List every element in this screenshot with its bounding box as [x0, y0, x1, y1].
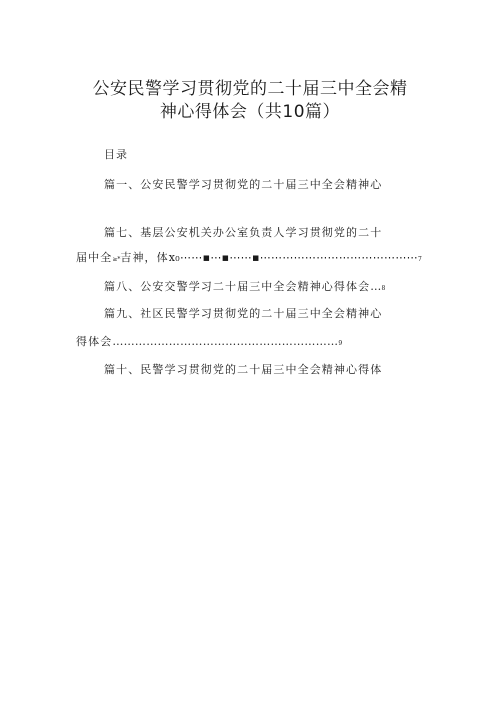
document-title-line-1: 公安民警学习贯彻党的二十届三中全会精 — [92, 79, 408, 99]
toc-heading: 目录 — [104, 148, 128, 161]
toc-entry-9[interactable] — [104, 307, 382, 321]
toc-entry-7-leader: x₀⋯⋯▪⋯▪⋯⋯▪⋯⋯⋯⋯⋯⋯⋯⋯⋯⋯⋯⋯⋯⋯ — [168, 251, 418, 264]
toc-entry-10-text: 篇十、民警学习贯彻党的二十届三中全会精神心得体 — [104, 363, 383, 376]
toc-entry-8[interactable] — [104, 280, 385, 296]
toc-entry-9-text-cont: 得体会 — [76, 335, 113, 348]
toc-entry-9-continued[interactable] — [76, 335, 342, 351]
toc-entry-7-text-cont: 届中全 — [76, 251, 113, 264]
toc-entry-7-text-cont2: 吉神，体 — [120, 251, 169, 264]
toc-entry-9-text: 篇九、社区民警学习贯彻党的二十届三中全会精神心 — [104, 307, 383, 320]
toc-entry-9-leader: …………………………………………………… — [112, 335, 339, 348]
toc-entry-7-garbled: ≥* — [112, 256, 121, 263]
toc-entry-7-continued[interactable] — [76, 251, 422, 267]
toc-entry-10[interactable] — [104, 363, 382, 377]
toc-entry-1[interactable] — [104, 178, 382, 192]
toc-entry-8-leader: … — [370, 280, 382, 293]
toc-entry-7[interactable] — [104, 226, 382, 240]
toc-entry-9-page: 9 — [338, 340, 343, 347]
toc-entry-7-text: 篇七、基层公安机关办公室负责人学习贯彻党的二十 — [104, 226, 383, 239]
toc-entry-7-page: 7 — [417, 256, 422, 263]
toc-entry-1-text: 篇一、公安民警学习贯彻党的二十届三中全会精神心 — [104, 178, 383, 191]
toc-entry-8-page: 8 — [381, 285, 386, 292]
document-title-line-2: 神心得体会（共10篇） — [159, 102, 341, 122]
toc-entry-8-text: 篇八、公安交警学习二十届三中全会精神心得体会 — [104, 280, 371, 293]
